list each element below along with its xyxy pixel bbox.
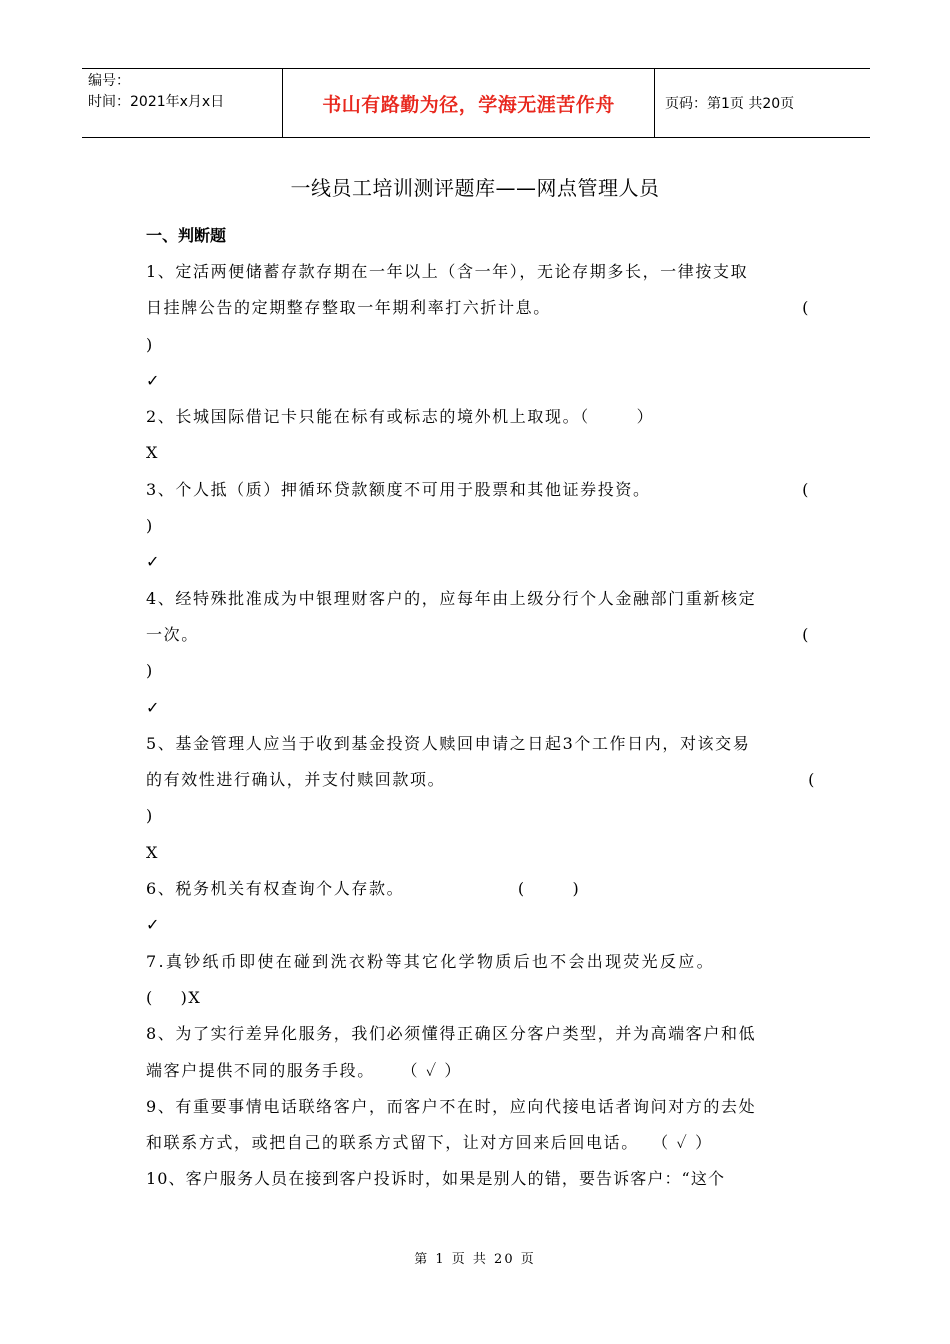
question-9 (146, 1089, 810, 1162)
question-text: 6、税务机关有权查询个人存款。 ( ) (146, 879, 581, 899)
answer-paren-close: ) (146, 334, 154, 354)
answer-paren-open: ( (808, 770, 816, 790)
question-text: 7.真钞纸币即使在碰到洗衣粉等其它化学物质后也不会出现荧光反应。 (146, 951, 715, 971)
question-text-line (146, 290, 810, 326)
answer-mark: ✓ (146, 915, 160, 935)
question-text: 一次。 (146, 624, 199, 644)
question-text: 5、基金管理人应当于收到基金投资人赎回申请之日起3个工作日内，对该交易 (146, 733, 751, 753)
question-text: 4、经特殊批准成为中银理财客户的，应每年由上级分行个人金融部门重新核定 (146, 588, 757, 608)
answer-mark: ✓ (146, 552, 160, 572)
question-text: 10、客户服务人员在接到客户投诉时，如果是别人的错，要告诉客户：“这个 (146, 1169, 726, 1189)
question-text-line (146, 617, 810, 653)
document-time-label: 时间：2021年x月x日 (88, 94, 225, 110)
question-text: 1、定活两便储蓄存款存期在一年以上（含一年），无论存期多长，一律按支取 (146, 262, 749, 281)
answer-mark: ✓ (146, 697, 160, 717)
question-4 (146, 581, 810, 726)
question-text: 的有效性进行确认，并支付赎回款项。 (146, 770, 446, 790)
question-list (146, 218, 816, 1198)
question-6 (146, 871, 810, 944)
question-text: 2、长城国际借记卡只能在标有或标志的境外机上取现。（ ） (146, 407, 655, 427)
question-text: 3、个人抵（质）押循环贷款额度不可用于股票和其他证券投资。 (146, 479, 651, 499)
header-motto: 书山有路勤为径，学海无涯苦作舟 (282, 69, 655, 137)
question-8 (146, 1016, 810, 1089)
question-text-line (146, 762, 816, 798)
answer-paren-open: ( (802, 624, 810, 644)
answer-paren-close: ) (146, 516, 154, 536)
answer-paren-close: ) (146, 806, 154, 826)
question-1 (146, 254, 810, 399)
question-7 (146, 944, 810, 1017)
answer-mark: X (146, 443, 158, 463)
answer-mark: ✓ (146, 370, 160, 390)
question-text: 和联系方式，或把自己的联系方式留下，让对方回来后回电话。 （ ✓ ） (146, 1133, 713, 1153)
header-page-info: 页码：第1页 共20页 (665, 96, 795, 112)
question-5 (146, 726, 816, 871)
page-footer: 第 1 页 共 20 页 (414, 1252, 536, 1267)
question-3 (146, 472, 810, 581)
question-text: 日挂牌公告的定期整存整取一年期利率打六折计息。 (146, 298, 551, 318)
question-text-line (146, 472, 810, 508)
question-10 (146, 1161, 810, 1197)
header-meta-cell (82, 69, 282, 137)
question-2 (146, 399, 810, 472)
answer-paren-open: ( (802, 298, 810, 318)
question-text: 端客户提供不同的服务手段。 （ ✓ ） (146, 1060, 463, 1080)
answer-mark: X (146, 842, 158, 862)
question-text: 9、有重要事情电话联络客户，而客户不在时，应向代接电话者询问对方的去处 (146, 1096, 757, 1116)
question-text: 8、为了实行差异化服务，我们必须懂得正确区分客户类型，并为高端客户和低 (146, 1024, 757, 1044)
answer-paren-close: ) (146, 661, 154, 681)
answer-paren-open: ( (802, 479, 810, 499)
header-table (82, 68, 870, 138)
question-answer-line: ( )X (146, 987, 202, 1007)
document-number-label: 编号： (88, 73, 130, 89)
document-title: 一线员工培训测评题库——网点管理人员 (290, 176, 660, 200)
section-heading: 一、判断题 (146, 226, 227, 245)
